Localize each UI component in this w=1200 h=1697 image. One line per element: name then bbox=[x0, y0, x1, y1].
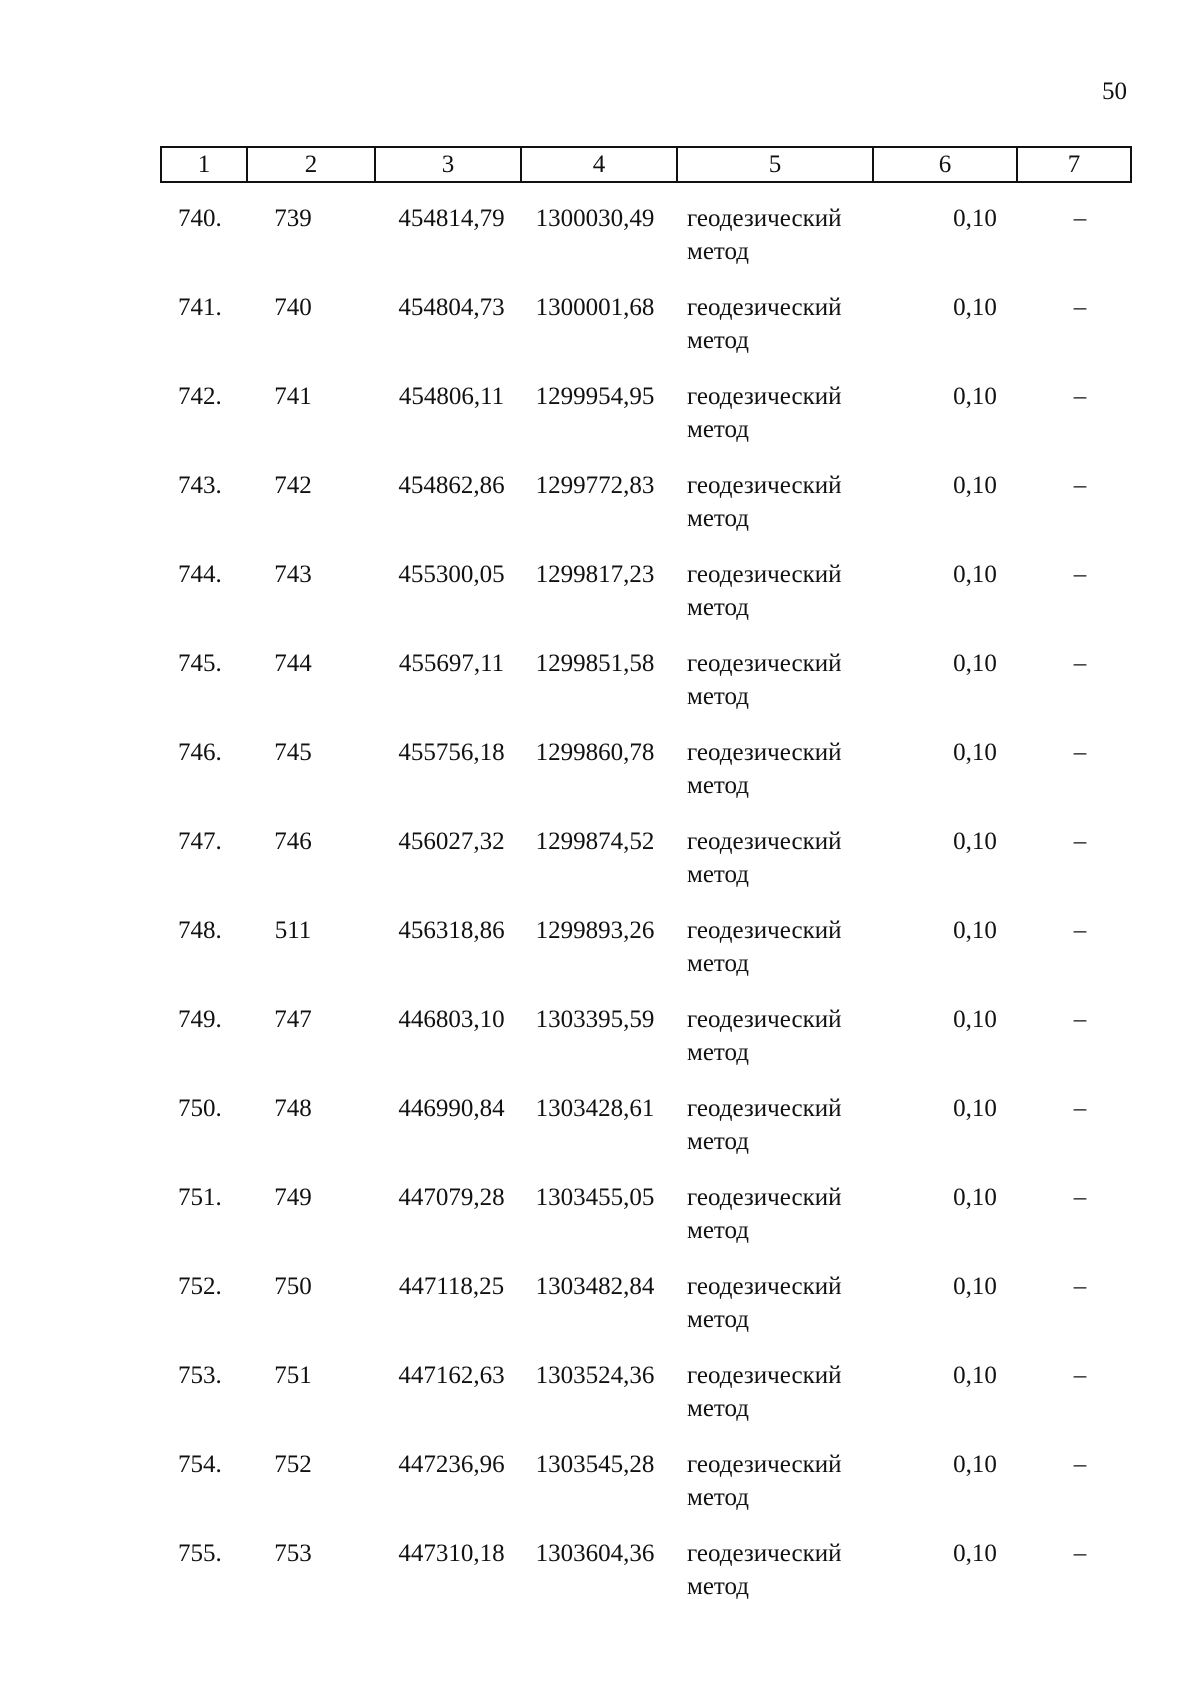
coordinate-y: 1299954,95 bbox=[535, 383, 655, 410]
method bbox=[687, 558, 877, 624]
method bbox=[687, 469, 877, 535]
method bbox=[687, 1359, 877, 1425]
header-col-6: 6 bbox=[873, 147, 1017, 182]
method bbox=[687, 1270, 877, 1336]
method-line-1: геодезический bbox=[687, 1095, 842, 1122]
method-line-2: метод bbox=[687, 683, 750, 710]
page-number: 50 bbox=[1102, 78, 1127, 105]
coordinate-y: 1299893,26 bbox=[535, 917, 655, 944]
row-number: 747. bbox=[178, 828, 222, 855]
row-number: 750. bbox=[178, 1095, 222, 1122]
method bbox=[687, 1448, 877, 1514]
table-row bbox=[160, 1003, 1130, 1092]
method-line-1: геодезический bbox=[687, 1540, 842, 1567]
method-line-2: метод bbox=[687, 1484, 750, 1511]
coordinate-x: 454804,73 bbox=[398, 294, 505, 321]
point-number: 747 bbox=[274, 1006, 312, 1033]
coordinate-y: 1299860,78 bbox=[535, 739, 655, 766]
point-number: 744 bbox=[274, 650, 312, 677]
header-col-4: 4 bbox=[521, 147, 677, 182]
coordinate-x: 447118,25 bbox=[398, 1273, 505, 1300]
coordinate-x: 454806,11 bbox=[398, 383, 505, 410]
accuracy: 0,10 bbox=[953, 383, 997, 410]
method-line-1: геодезический bbox=[687, 472, 842, 499]
method bbox=[687, 1092, 877, 1158]
coordinate-y: 1303604,36 bbox=[535, 1540, 655, 1567]
coordinate-x: 446803,10 bbox=[398, 1006, 505, 1033]
table-row bbox=[160, 291, 1130, 380]
method-line-2: метод bbox=[687, 772, 750, 799]
table-row bbox=[160, 1181, 1130, 1270]
coordinate-x: 455697,11 bbox=[398, 650, 505, 677]
note: – bbox=[1073, 650, 1087, 677]
point-number: 752 bbox=[274, 1451, 312, 1478]
accuracy: 0,10 bbox=[953, 828, 997, 855]
table-row bbox=[160, 1537, 1130, 1626]
row-number: 754. bbox=[178, 1451, 222, 1478]
accuracy: 0,10 bbox=[953, 1362, 997, 1389]
accuracy: 0,10 bbox=[953, 294, 997, 321]
note: – bbox=[1073, 561, 1087, 588]
note: – bbox=[1073, 205, 1087, 232]
coordinate-x: 456027,32 bbox=[398, 828, 505, 855]
point-number: 741 bbox=[274, 383, 312, 410]
table-row bbox=[160, 647, 1130, 736]
coordinate-x: 454814,79 bbox=[398, 205, 505, 232]
row-number: 740. bbox=[178, 205, 222, 232]
point-number: 749 bbox=[274, 1184, 312, 1211]
note: – bbox=[1073, 1451, 1087, 1478]
method bbox=[687, 914, 877, 980]
note: – bbox=[1073, 383, 1087, 410]
coordinate-x: 447310,18 bbox=[398, 1540, 505, 1567]
accuracy: 0,10 bbox=[953, 472, 997, 499]
coordinate-x: 455756,18 bbox=[398, 739, 505, 766]
method-line-2: метод bbox=[687, 861, 750, 888]
method-line-2: метод bbox=[687, 416, 750, 443]
note: – bbox=[1073, 1006, 1087, 1033]
coordinate-x: 454862,86 bbox=[398, 472, 505, 499]
method-line-1: геодезический bbox=[687, 205, 842, 232]
coordinate-x: 447236,96 bbox=[398, 1451, 505, 1478]
method-line-2: метод bbox=[687, 1217, 750, 1244]
coordinate-y: 1299851,58 bbox=[535, 650, 655, 677]
method-line-2: метод bbox=[687, 1128, 750, 1155]
row-number: 755. bbox=[178, 1540, 222, 1567]
header-col-2: 2 bbox=[247, 147, 375, 182]
method-line-1: геодезический bbox=[687, 739, 842, 766]
coordinate-y: 1299772,83 bbox=[535, 472, 655, 499]
point-number: 511 bbox=[274, 917, 312, 944]
point-number: 753 bbox=[274, 1540, 312, 1567]
method bbox=[687, 1181, 877, 1247]
accuracy: 0,10 bbox=[953, 205, 997, 232]
coordinate-x: 447079,28 bbox=[398, 1184, 505, 1211]
note: – bbox=[1073, 1095, 1087, 1122]
coordinate-y: 1303428,61 bbox=[535, 1095, 655, 1122]
note: – bbox=[1073, 472, 1087, 499]
header-col-7: 7 bbox=[1017, 147, 1131, 182]
row-number: 751. bbox=[178, 1184, 222, 1211]
row-number: 752. bbox=[178, 1273, 222, 1300]
table-row bbox=[160, 558, 1130, 647]
coordinate-x: 455300,05 bbox=[398, 561, 505, 588]
method bbox=[687, 1003, 877, 1069]
coordinate-y: 1303455,05 bbox=[535, 1184, 655, 1211]
coordinate-y: 1299874,52 bbox=[535, 828, 655, 855]
point-number: 740 bbox=[274, 294, 312, 321]
table-row bbox=[160, 736, 1130, 825]
accuracy: 0,10 bbox=[953, 1540, 997, 1567]
method-line-1: геодезический bbox=[687, 1006, 842, 1033]
method-line-2: метод bbox=[687, 1395, 750, 1422]
coordinate-y: 1303482,84 bbox=[535, 1273, 655, 1300]
table-row bbox=[160, 1092, 1130, 1181]
coordinate-x: 447162,63 bbox=[398, 1362, 505, 1389]
coordinate-y: 1299817,23 bbox=[535, 561, 655, 588]
table-row bbox=[160, 1359, 1130, 1448]
accuracy: 0,10 bbox=[953, 1006, 997, 1033]
coordinate-y: 1300001,68 bbox=[535, 294, 655, 321]
method-line-2: метод bbox=[687, 505, 750, 532]
coordinates-table bbox=[160, 146, 1130, 1626]
accuracy: 0,10 bbox=[953, 917, 997, 944]
row-number: 744. bbox=[178, 561, 222, 588]
coordinate-x: 446990,84 bbox=[398, 1095, 505, 1122]
row-number: 746. bbox=[178, 739, 222, 766]
method bbox=[687, 825, 877, 891]
accuracy: 0,10 bbox=[953, 1095, 997, 1122]
method-line-1: геодезический bbox=[687, 650, 842, 677]
coordinate-y: 1303395,59 bbox=[535, 1006, 655, 1033]
row-number: 753. bbox=[178, 1362, 222, 1389]
method bbox=[687, 380, 877, 446]
method bbox=[687, 291, 877, 357]
note: – bbox=[1073, 1540, 1087, 1567]
coordinate-x: 456318,86 bbox=[398, 917, 505, 944]
method bbox=[687, 647, 877, 713]
row-number: 745. bbox=[178, 650, 222, 677]
row-number: 741. bbox=[178, 294, 222, 321]
method-line-1: геодезический bbox=[687, 1184, 842, 1211]
method-line-1: геодезический bbox=[687, 1273, 842, 1300]
method-line-1: геодезический bbox=[687, 1451, 842, 1478]
table-row bbox=[160, 202, 1130, 291]
table-row bbox=[160, 914, 1130, 1003]
method-line-2: метод bbox=[687, 1573, 750, 1600]
point-number: 748 bbox=[274, 1095, 312, 1122]
point-number: 750 bbox=[274, 1273, 312, 1300]
point-number: 751 bbox=[274, 1362, 312, 1389]
point-number: 745 bbox=[274, 739, 312, 766]
method-line-2: метод bbox=[687, 950, 750, 977]
row-number: 749. bbox=[178, 1006, 222, 1033]
accuracy: 0,10 bbox=[953, 1451, 997, 1478]
method-line-2: метод bbox=[687, 1039, 750, 1066]
note: – bbox=[1073, 917, 1087, 944]
method-line-1: геодезический bbox=[687, 917, 842, 944]
note: – bbox=[1073, 828, 1087, 855]
method-line-1: геодезический bbox=[687, 828, 842, 855]
method-line-2: метод bbox=[687, 238, 750, 265]
note: – bbox=[1073, 294, 1087, 321]
header-col-3: 3 bbox=[375, 147, 521, 182]
accuracy: 0,10 bbox=[953, 650, 997, 677]
header-col-1: 1 bbox=[161, 147, 247, 182]
row-number: 742. bbox=[178, 383, 222, 410]
method-line-1: геодезический bbox=[687, 561, 842, 588]
table-header bbox=[160, 146, 1132, 183]
point-number: 739 bbox=[274, 205, 312, 232]
table-row bbox=[160, 469, 1130, 558]
row-number: 743. bbox=[178, 472, 222, 499]
method bbox=[687, 202, 877, 268]
method-line-2: метод bbox=[687, 327, 750, 354]
note: – bbox=[1073, 739, 1087, 766]
method-line-2: метод bbox=[687, 1306, 750, 1333]
accuracy: 0,10 bbox=[953, 1273, 997, 1300]
note: – bbox=[1073, 1184, 1087, 1211]
accuracy: 0,10 bbox=[953, 1184, 997, 1211]
method-line-1: геодезический bbox=[687, 1362, 842, 1389]
table-row bbox=[160, 1270, 1130, 1359]
point-number: 743 bbox=[274, 561, 312, 588]
coordinate-y: 1303545,28 bbox=[535, 1451, 655, 1478]
table-body bbox=[160, 202, 1130, 1626]
note: – bbox=[1073, 1273, 1087, 1300]
row-number: 748. bbox=[178, 917, 222, 944]
point-number: 742 bbox=[274, 472, 312, 499]
note: – bbox=[1073, 1362, 1087, 1389]
coordinate-y: 1303524,36 bbox=[535, 1362, 655, 1389]
method-line-1: геодезический bbox=[687, 294, 842, 321]
coordinate-y: 1300030,49 bbox=[535, 205, 655, 232]
accuracy: 0,10 bbox=[953, 561, 997, 588]
point-number: 746 bbox=[274, 828, 312, 855]
table-row bbox=[160, 380, 1130, 469]
method-line-2: метод bbox=[687, 594, 750, 621]
accuracy: 0,10 bbox=[953, 739, 997, 766]
table-row bbox=[160, 825, 1130, 914]
method-line-1: геодезический bbox=[687, 383, 842, 410]
method bbox=[687, 736, 877, 802]
table-row bbox=[160, 1448, 1130, 1537]
header-col-5: 5 bbox=[677, 147, 873, 182]
method bbox=[687, 1537, 877, 1603]
